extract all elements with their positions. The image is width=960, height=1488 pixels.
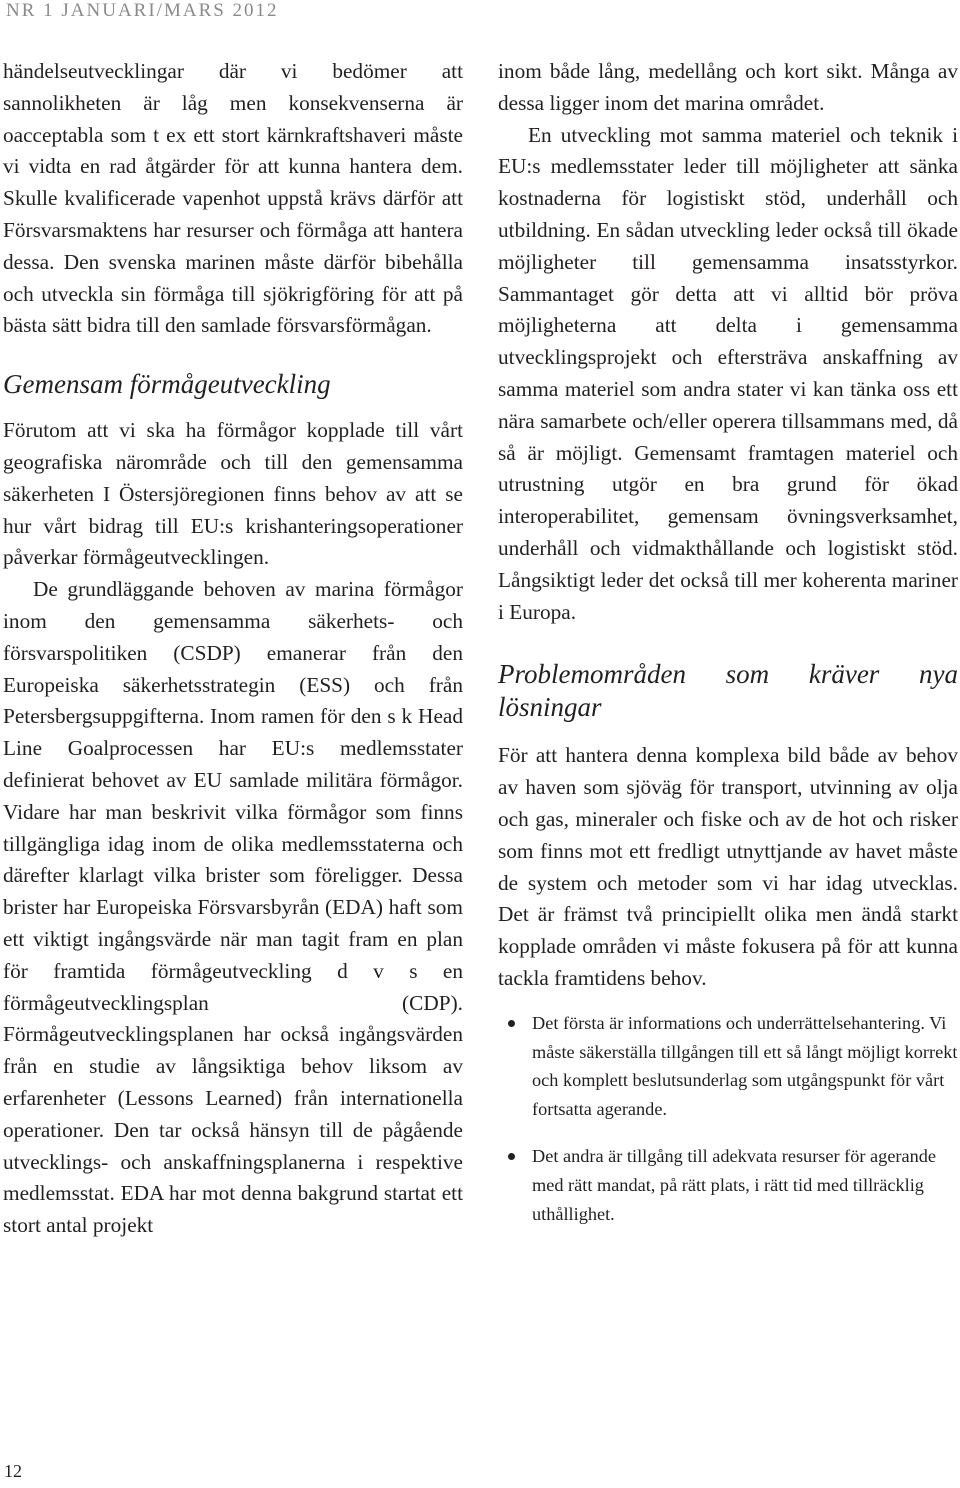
section-heading-problemomraden: Problemområden som kräver nya lösningar xyxy=(498,659,958,723)
list-item-text: Det första är informations och underrättelsehantering. Vi måste säkerställa tillgången till ett så långt möjligt korrekt och komplett beslutsunderlag som utgångspunkt för vårt fortsatta agerande. xyxy=(532,1012,958,1120)
section-heading-gemensam: Gemensam förmågeutveckling xyxy=(3,369,331,400)
left-paragraph-1: händelseutvecklingar där vi bedömer att sannolikheten är låg men konsekvenserna är oacceptabla som t ex ett stort kärnkraftshaveri måste vi vidta en rad åtgärder för att kunna hantera dem. Skulle kvalificerade vapenhot uppstå krävs därför att Försvarsmaktens har resurser och förmåga att hantera dessa. Den svenska marinen måste därför bibehålla och utveckla sin förmåga till sjökrigföring för att på bästa sätt bidra till den samlade försvarsförmågan. xyxy=(3,59,463,338)
right-column xyxy=(498,56,958,1246)
left-column xyxy=(3,56,463,1242)
right-paragraph-3: För att hantera denna komplexa bild både av behov av haven som sjöväg för transport, utvinning av olja och gas, mineraler och fiske och av de hot och risker som finns mot ett fredligt utnyttjande av havet måste de system och metoder som vi har idag utvecklas. Det är främst två principiellt olika men ändå starkt kopplade områden vi måste fokusera på för att kunna tackla framtidens behov. xyxy=(498,743,958,990)
left-paragraph-2: Förutom att vi ska ha förmågor kopplade till vårt geografiska närområde och till den gemensamma säkerheten I Östersjöregionen finns behov av att se hur vårt bidrag till EU:s krishanteringsoperationer påverkar förmågeutvecklingen. xyxy=(3,418,463,570)
list-item-text: Det andra är tillgång till adekvata resurser för agerande med rätt mandat, på rätt plats, i rätt tid med tillräcklig uthållighet. xyxy=(532,1145,937,1224)
right-paragraph-1: inom både lång, medellång och kort sikt. Många av dessa ligger inom det marina området. xyxy=(498,59,958,115)
right-paragraph-2: En utveckling mot samma materiel och teknik i EU:s medlemsstater leder till möjligheter att sänka kostnaderna för logistiskt stöd, underhåll och utbildning. En sådan utveckling leder också till ökade möjligheter till gemensamma insatsstyrkor. Sammantaget gör detta att vi alltid bör pröva möjligheterna att delta i gemensamma utvecklingsprojekt och eftersträva anskaffning av samma materiel som andra stater vi kan tänka oss ett nära samarbete och/eller operera tillsammans med, då så är möjligt. Gemensamt framtagen materiel och utrustning utgör en bra grund för ökad interoperabilitet, gemensam övningsverksamhet, underhåll och vidmakthållande och logistiskt stöd. Långsiktigt leder det också till mer koherenta mariner i Europa. xyxy=(498,122,958,624)
bullet-icon xyxy=(508,1020,515,1027)
list-item xyxy=(498,1009,958,1124)
page-number: 12 xyxy=(4,1461,22,1481)
bullet-icon xyxy=(508,1153,515,1160)
left-paragraph-3: De grundläggande behoven av marina förmågor inom den gemensamma säkerhets- och försvarspolitiken (CSDP) emanerar från den Europeiska säkerhetsstrategin (ESS) och från Petersbergsuppgifterna. Inom ramen för den s k Head Line Goalprocessen har EU:s medlemsstater definierat behovet av EU samlade militära förmågor. Vidare har man beskrivit vilka förmågor som finns tillgängliga idag inom de olika medlemsstaterna och därefter klarlagt vilka brister som föreligger. Dessa brister har Europeiska Försvarsbyrån (EDA) haft som ett viktigt ingångsvärde när man tagit fram en plan för framtida förmågeutveckling d v s en förmågeutvecklingsplan (CDP). Förmågeutvecklingsplanen har också ingångsvärden från en studie av långsiktiga behov liksom av erfarenheter (Lessons Learned) från internationella operationer. Den tar också hänsyn till de pågående utvecklings- och anskaffningsplanerna i respektive medlemsstat. EDA har mot denna bakgrund startat ett stort antal projekt xyxy=(3,577,463,1238)
bullet-list xyxy=(498,1009,958,1229)
running-head: NR 1 JANUARI/MARS 2012 xyxy=(6,0,279,21)
list-item xyxy=(498,1142,958,1228)
